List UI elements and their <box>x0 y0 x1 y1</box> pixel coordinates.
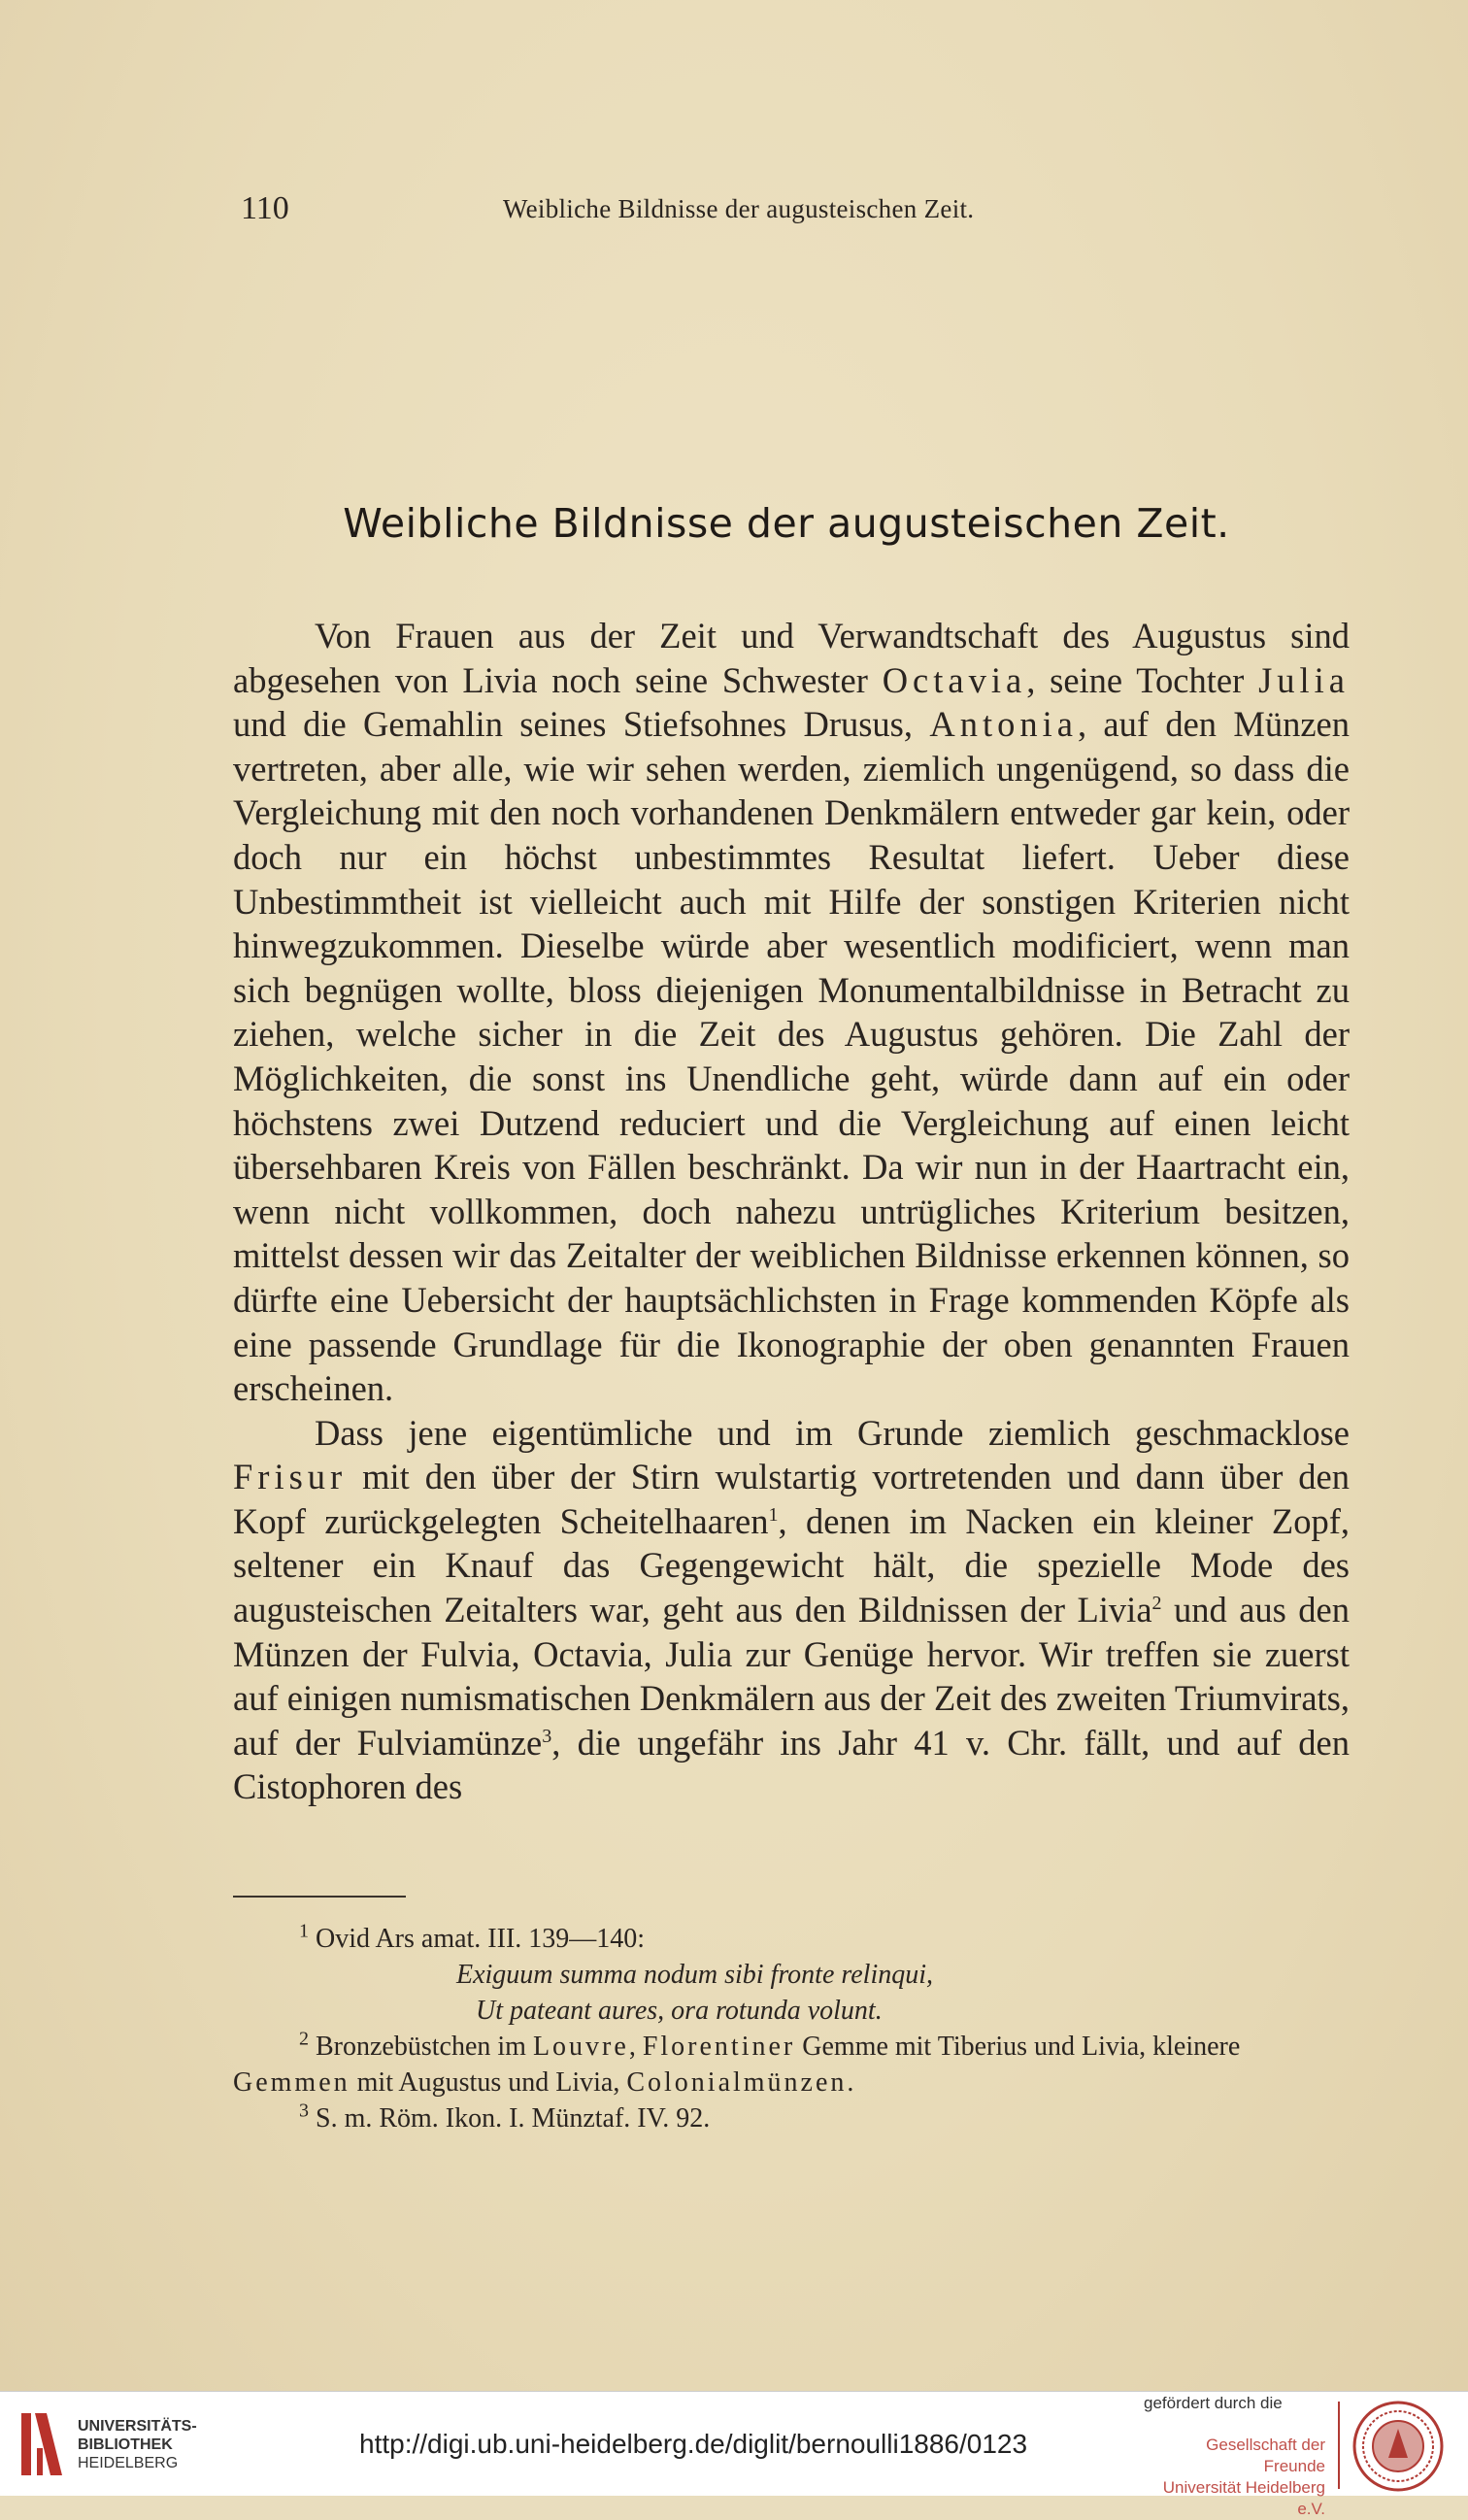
page-number: 110 <box>241 190 289 226</box>
library-name <box>78 2417 197 2472</box>
footnote-text: S. m. Röm. Ikon. I. Münztaf. IV. 92. <box>309 2103 711 2134</box>
footnote-mark-3: 3 <box>542 1725 552 1747</box>
footnote-text: Ovid Ars amat. III. 139—140: <box>309 1924 646 1954</box>
text-run: mit Augustus und Livia, <box>350 2067 627 2098</box>
university-seal-icon <box>1351 2400 1445 2493</box>
footnote-number: 3 <box>299 2100 309 2122</box>
text-run: Bronzebüstchen im <box>309 2032 533 2062</box>
spaced-word-gemmen: Gemmen <box>233 2067 350 2098</box>
spaced-word-florentiner: Florentiner <box>642 2032 796 2062</box>
spaced-word-louvre: Louvre <box>532 2032 629 2062</box>
sponsor-line: Gesellschaft der Freunde <box>1206 2436 1325 2475</box>
footnote-number: 2 <box>299 2028 309 2050</box>
spaced-word-colonialmuenzen: Colonialmünzen <box>626 2067 848 2098</box>
paragraph-2 <box>233 1411 1350 1809</box>
spaced-name-julia: Julia <box>1258 659 1350 700</box>
library-line: BIBLIOTHEK <box>78 2436 173 2453</box>
text-run: Dass jene eigentümliche und im Grunde ziemlich geschmacklose <box>315 1412 1350 1453</box>
sponsor-line: Universität Heidelberg e.V. <box>1162 2478 1325 2518</box>
footer-divider <box>1338 2402 1340 2489</box>
spaced-name-antonia: Antonia <box>929 704 1078 745</box>
text-run: Gemme mit Tiberius und Livia, kleinere <box>795 2032 1241 2062</box>
body-text <box>233 614 1350 1809</box>
library-line: UNIVERSITÄTS- <box>78 2418 197 2435</box>
footnotes <box>233 1921 1350 2136</box>
footnote-mark-2: 2 <box>1151 1592 1162 1614</box>
footnote-2 <box>233 2029 1350 2100</box>
sponsor-name <box>1141 2435 1325 2520</box>
library-line: HEIDELBERG <box>78 2455 179 2471</box>
text-run: , die ungefähr ins Jahr 41 v. Chr. fällt, und auf den Cistophoren des <box>233 1722 1350 1807</box>
text-run: . <box>847 2067 854 2098</box>
spaced-word-frisur: Frisur <box>233 1457 348 1497</box>
chapter-title: Weibliche Bildnisse der augusteischen Zeit. <box>343 500 1230 547</box>
text-run: Von Frauen aus der Zeit und Verwandtschaft des Augustus sind abgesehen von Livia noch seine Schwester <box>233 616 1350 700</box>
footnote-number: 1 <box>299 1920 309 1942</box>
text-run: und die Gemahlin seines Stiefsohnes Drusus, <box>233 704 930 745</box>
library-logo-icon <box>17 2409 66 2479</box>
sponsor-label: gefördert durch die <box>1144 2394 1283 2412</box>
text-run: , seine Tochter <box>1026 659 1259 700</box>
footnote-3 <box>233 2100 1350 2136</box>
footnote-1 <box>233 1921 1350 1957</box>
footnote-1-verse-2: Ut pateant aures, ora rotunda volunt. <box>476 1996 883 2026</box>
footnote-1-verse-1: Exiguum summa nodum sibi fronte relinqui, <box>456 1960 934 1990</box>
text-run: , denen im Nacken ein kleiner Zopf, seltener ein Knauf das Gegengewicht hält, die spezielle Mode des augusteischen Zeitalters war, geht aus den Bildnissen der Livia <box>233 1500 1350 1630</box>
footer-bar <box>0 2391 1468 2518</box>
text-run: , auf den Münzen vertreten, aber alle, wie wir sehen werden, ziemlich ungenügend, so dass die Vergleichung mit den noch vorhandenen Denkmälern entweder gar kein, oder doch nur ein höchst unbestimmtes Resultat liefert. Ueber diese Unbestimmtheit ist vielleicht auch mit Hilfe der sonstigen Kriterien nicht hinwegzukommen. Dieselbe würde aber wesentlich modificiert, wenn man sich begnügen wollte, bloss diejenigen Monumentalbildnisse in Betracht zu ziehen, welche sicher in die Zeit des Augustus gehören. Die Zahl der Möglichkeiten, die sonst ins Unendliche geht, würde dann auf ein oder höchstens zwei Dutzend reduciert und die Vergleichung auf einen leicht übersehbaren Kreis von Fällen beschränkt. Da wir nun in der Haartracht ein, wenn nicht vollkommen, doch nahezu untrügliches Kriterium besitzen, mittelst dessen wir das Zeitalter der weiblichen Bildnisse erkennen können, so dürfte eine Uebersicht der hauptsächlichsten in Frage kommenden Köpfe als eine passende Grundlage für die Ikonographie der oben genannten Frauen erscheinen. <box>233 704 1350 1409</box>
text-run: und aus den Münzen der Fulvia, Octavia, Julia zur Genüge hervor. Wir treffen sie zuerst auf einigen numismatischen Denkmälern aus der Zeit des zweiten Triumvirats, auf der Fulviamünze <box>233 1590 1350 1763</box>
text-run: , <box>628 2032 643 2062</box>
spaced-name-octavia: Octavia <box>882 659 1027 700</box>
paragraph-1 <box>233 614 1350 1411</box>
text-run: mit den über der Stirn wulstartig vortretenden und dann über den Kopf zurückgelegten Scheitelhaaren <box>233 1457 1350 1541</box>
footnote-rule <box>233 1896 406 1898</box>
running-title: Weibliche Bildnisse der augusteischen Zeit. <box>503 194 975 223</box>
running-head <box>241 190 1095 229</box>
permalink-url[interactable]: http://digi.ub.uni-heidelberg.de/diglit/bernoulli1886/0123 <box>359 2429 1028 2459</box>
footnote-mark-1: 1 <box>768 1503 779 1526</box>
